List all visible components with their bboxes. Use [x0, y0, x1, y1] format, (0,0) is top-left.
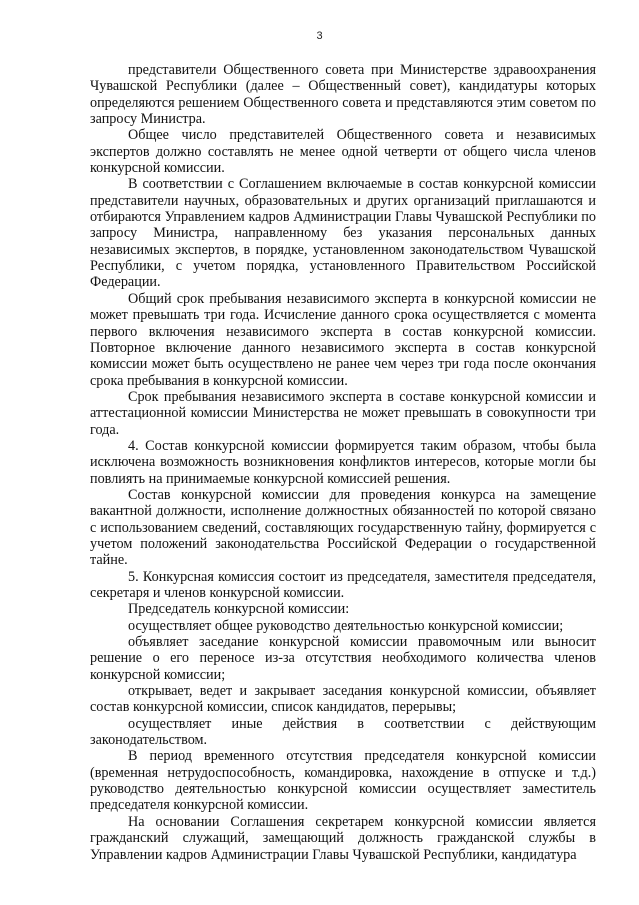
- paragraph: Состав конкурсной комиссии для проведения конкурса на замещение вакантной должности, исполнение должностных обязанностей по которой связано с использованием сведений, составляющих государственную тайну, формируется с учетом положений законодательства Российской Федерации о государственной тайне.: [90, 486, 596, 569]
- paragraph: В соответствии с Соглашением включаемые в состав конкурсной комиссии представители научных, образовательных и других организаций приглашаются и отбираются Управлением кадров Администрации Главы Чувашской Республики по запросу Министра, направленному без указания персональных данных независимых экспертов, в порядке, установленном законодательством Чувашской Республики, с учетом порядка, установленного Правительством Российской Федерации.: [90, 176, 596, 291]
- paragraph: осуществляет иные действия в соответствии с действующим законодательством.: [90, 715, 596, 749]
- paragraph: Срок пребывания независимого эксперта в составе конкурсной комиссии и аттестационной комиссии Министерства не может превышать в совокупности три года.: [90, 388, 596, 438]
- paragraph: Председатель конкурсной комиссии:: [128, 601, 350, 618]
- paragraph: объявляет заседание конкурсной комиссии правомочным или выносит решение о его переносе из-за отсутствия необходимого количества членов конкурсной комиссии;: [90, 634, 596, 683]
- paragraph: 5. Конкурсная комиссия состоит из председателя, заместителя председателя, секретаря и членов конкурсной комиссии.: [90, 568, 596, 601]
- paragraph: Общий срок пребывания независимого эксперта в конкурсной комиссии не может превышать три года. Исчисление данного срока осуществляется с момента первого включения независимого эксперта в состав конкурсной комиссии. Повторное включение данного независимого эксперта в состав конкурсной комиссии может быть осуществлено не ранее чем через три года после окончания срока пребывания в конкурсной комиссии.: [90, 290, 596, 389]
- paragraph: В период временного отсутствия председателя конкурсной комиссии (временная нетрудоспособность, командировка, нахождение в отпуске и т.д.) руководство деятельностью конкурсной комиссии осуществляет заместитель председателя конкурсной комиссии.: [90, 748, 596, 814]
- page-number: 3: [316, 30, 323, 42]
- document-body: [90, 62, 596, 863]
- paragraph: представители Общественного совета при Министерстве здравоохранения Чувашской Республики (далее – Общественный совет), кандидатуры которых определяются решением Общественного совета и представляются этим советом по запросу Министра.: [90, 62, 596, 128]
- paragraph: 4. Состав конкурсной комиссии формируется таким образом, чтобы была исключена возможность возникновения конфликтов интересов, которые могли бы повлиять на принимаемые конкурсной комиссией решения.: [90, 437, 596, 487]
- paragraph: На основании Соглашения секретарем конкурсной комиссии является гражданский служащий, замещающий должность гражданской службы в Управлении кадров Администрации Главы Чувашской Республики, кандидатура: [90, 813, 596, 863]
- paragraph: осуществляет общее руководство деятельностью конкурсной комиссии;: [128, 617, 564, 634]
- paragraph: открывает, ведет и закрывает заседания конкурсной комиссии, объявляет состав конкурсной комиссии, список кандидатов, перерывы;: [90, 683, 596, 716]
- paragraph: Общее число представителей Общественного совета и независимых экспертов должно составлять не менее одной четверти от общего числа членов конкурсной комиссии.: [90, 127, 596, 177]
